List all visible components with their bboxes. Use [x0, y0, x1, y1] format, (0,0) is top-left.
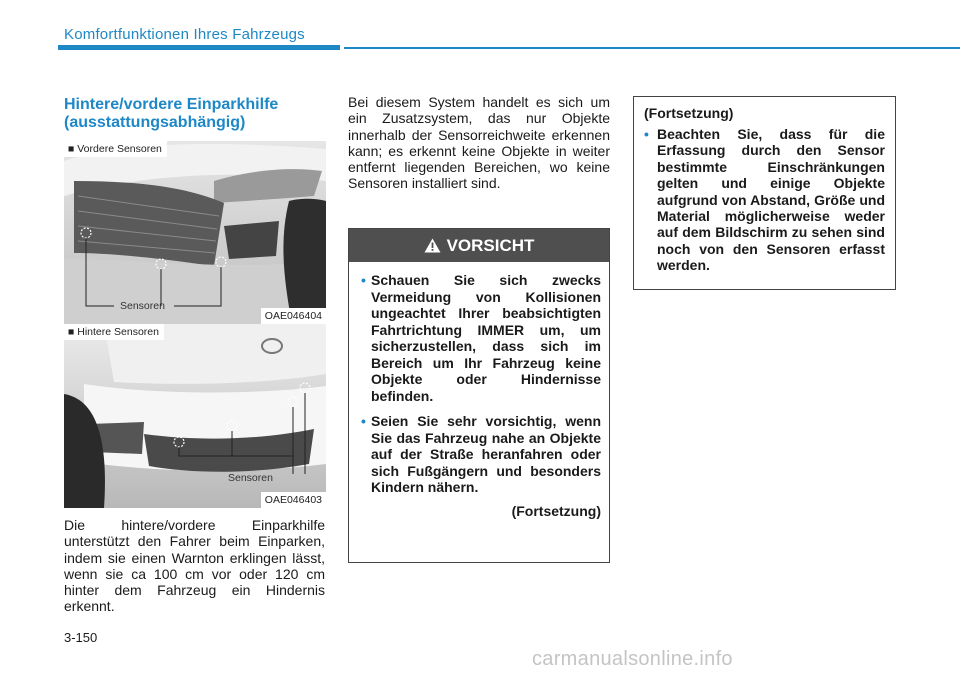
caution-list — [349, 262, 609, 496]
rear-figure-caption: ■ Hintere Sensoren — [64, 324, 164, 340]
caution-item — [361, 413, 601, 496]
front-figure-code: OAE046404 — [261, 308, 326, 324]
section-heading — [64, 96, 334, 132]
caution-header — [349, 229, 609, 262]
header-rule-thin — [344, 47, 960, 49]
caution-item-text: Seien Sie sehr vorsichtig, wenn Sie das Fahrzeug nahe an Objekte auf der Straße heranfahren oder sich Fußgängern und besonders Kindern nähern. — [371, 413, 601, 495]
rear-sensor-label: Sensoren — [228, 472, 273, 484]
bullet: • — [644, 126, 649, 142]
bullet: • — [361, 413, 366, 429]
section-heading-line2: (ausstattungsabhängig) — [64, 114, 246, 131]
continuation-box — [633, 96, 896, 290]
front-car-illustration — [64, 141, 326, 324]
rear-figure-code: OAE046403 — [261, 492, 326, 508]
warning-triangle-icon — [424, 238, 441, 253]
bullet: • — [361, 272, 366, 288]
header-rule-thick — [58, 45, 340, 50]
continuation-item — [644, 126, 885, 274]
page-number: 3-150 — [64, 630, 98, 645]
watermark: carmanualsonline.info — [532, 648, 733, 670]
caution-continued-label: (Fortsetzung) — [511, 502, 601, 519]
continuation-item-text: Beachten Sie, dass für die Erfassung durch den Sensor bestimmte Einschränkungen gelten und einige Objekte aufgrund von Abstand, Größe und Material möglicherweise weder auf dem Bildschirm zu sehen sind noch von den Sensoren erfasst werden. — [657, 126, 885, 274]
section-heading-line1: Hintere/vordere Einparkhilfe — [64, 96, 279, 113]
intro-paragraph: Die hintere/vordere Einparkhilfe unterstützt den Fahrer beim Einparken, indem sie einen Warnton erklingen lässt, wenn sie ca 100 cm vor oder 120 cm hinter dem Fahrzeug ein Hindernis erkennt. — [64, 517, 325, 615]
front-sensors-figure — [64, 141, 326, 324]
front-figure-caption: ■ Vordere Sensoren — [64, 141, 167, 157]
supplementary-paragraph: Bei diesem System handelt es sich um ein Zusatzsystem, das nur Objekte innerhalb der Sensorreichweite erkennen kann; es erkennt keine Objekte in weiter entfernt liegenden Bereichen, wo keine Sensoren installiert sind. — [348, 94, 610, 192]
chapter-title: Komfortfunktionen Ihres Fahrzeugs — [64, 26, 305, 43]
rear-sensors-figure — [64, 324, 326, 508]
caution-item — [361, 272, 601, 404]
rear-car-illustration — [64, 324, 326, 508]
caution-box — [348, 228, 610, 563]
caution-item-text: Schauen Sie sich zwecks Vermeidung von Kollisionen ungeachtet Ihrer beabsichtigten Fahrtrichtung IMMER um, um sicherzustellen, dass sich im Bereich um Ihr Fahrzeug keine Objekte oder Hindernisse befinden. — [371, 272, 601, 404]
front-sensor-label: Sensoren — [120, 300, 165, 312]
continuation-heading: (Fortsetzung) — [644, 105, 734, 121]
caution-title: VORSICHT — [446, 235, 535, 255]
